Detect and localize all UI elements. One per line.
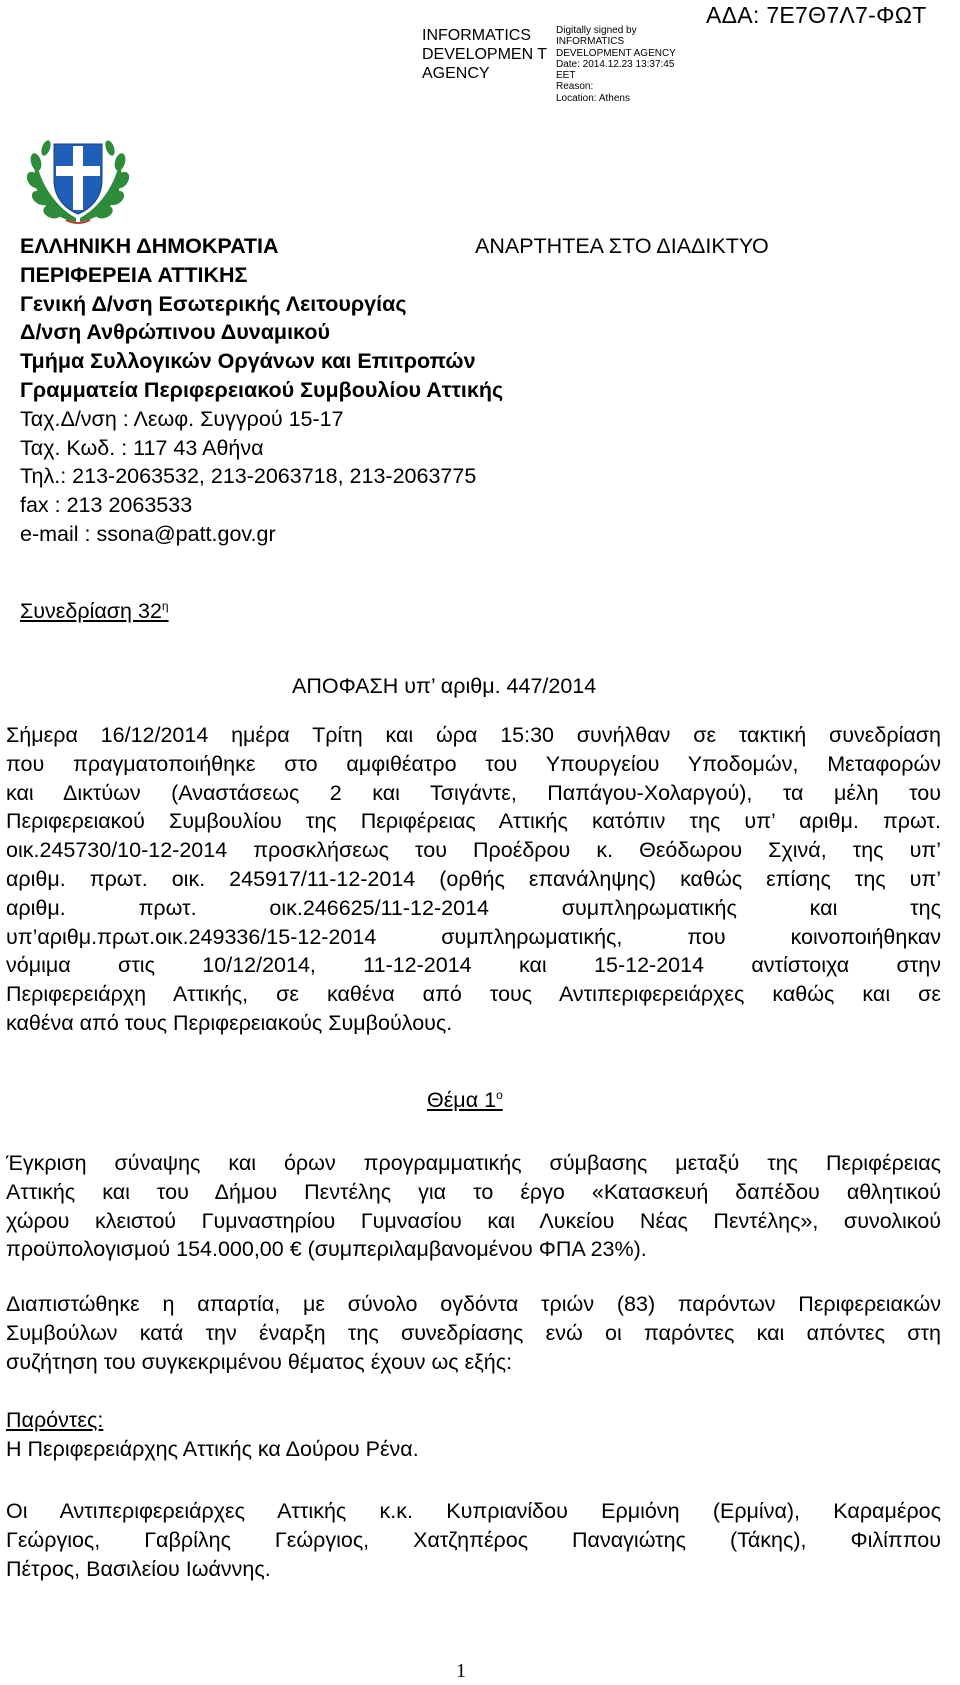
paragraph-line: συζήτηση του συγκεκριμένου θέματος έχουν ως εξής: xyxy=(6,1349,513,1374)
present-heading: Παρόντες: xyxy=(6,1408,104,1432)
header-line-department: Τμήμα Συλλογικών Οργάνων και Επιτροπών xyxy=(20,349,476,374)
header-email: e-mail : ssona@patt.gov.gr xyxy=(20,521,276,546)
session-superscript: η xyxy=(161,599,169,613)
paragraph-line: Γεώργιος, Γαβρίλης Γεώργιος, Χατζηπέρος Παναγιώτης (Τάκης), Φιλίππου xyxy=(6,1527,941,1552)
paragraph-line: οικ.245730/10-12-2014 προσκλήσεως του Προέδρου κ. Θεόδωρου Σχινά, της υπ’ xyxy=(6,838,941,863)
topic-superscript: ο xyxy=(496,1088,503,1102)
header-fax: fax : 213 2063533 xyxy=(20,493,193,518)
publish-notice: ΑΝΑΡΤΗΤΕΑ ΣΤΟ ΔΙΑΔΙΚΤΥΟ xyxy=(475,234,769,258)
topic-paragraph xyxy=(6,1149,941,1264)
paragraph-line: Αττικής και του Δήμου Πεντέλης για το έργο «Κατασκευή δαπέδου αθλητικού xyxy=(6,1179,941,1204)
paragraph-line: Πέτρος, Βασιλείου Ιωάννης. xyxy=(6,1556,271,1581)
header-line-region: ΠΕΡΙΦΕΡΕΙΑ ΑΤΤΙΚΗΣ xyxy=(20,262,248,287)
topic-text: Θέμα 1 xyxy=(427,1088,497,1113)
present-governor: Η Περιφερειάρχης Αττικής κα Δούρου Ρένα. xyxy=(6,1437,419,1461)
signature-organization: INFORMATICS DEVELOPMEN T AGENCY xyxy=(422,27,547,82)
intro-paragraph xyxy=(6,721,941,1038)
header-line-country: ΕΛΛΗΝΙΚΗ ΔΗΜΟΚΡΑΤΙΑ xyxy=(20,234,279,258)
authority-header xyxy=(20,232,503,549)
paragraph-line: νόμιμα στις 10/12/2014, 11-12-2014 και 15-12-2014 αντίστοιχα στην xyxy=(6,953,941,978)
topic-heading xyxy=(427,1088,503,1113)
paragraph-line: Περιφερειακού Συμβουλίου της Περιφέρειας Αττικής κατόπιν της υπ’ αριθμ. πρωτ. xyxy=(6,809,941,834)
signature-line: Date: 2014.12.23 13:37:45 xyxy=(556,58,675,70)
header-phone: Τηλ.: 213-2063532, 213-2063718, 213-2063775 xyxy=(20,464,477,489)
signature-line: EET xyxy=(556,70,576,82)
paragraph-line: προϋπολογισμού 154.000,00 € (συμπεριλαμβανομένου ΦΠΑ 23%). xyxy=(6,1237,647,1262)
signature-line: Location: Athens xyxy=(556,92,630,104)
ada-code: ΑΔΑ: 7Ε7Θ7Λ7-ΦΩΤ xyxy=(706,2,927,28)
session-number xyxy=(20,599,169,624)
session-text: Συνεδρίαση 32 xyxy=(20,599,162,624)
paragraph-line: Οι Αντιπεριφερειάρχες Αττικής κ.κ. Κυπριανίδου Ερμιόνη (Ερμίνα), Καραμέρος xyxy=(6,1499,941,1523)
paragraph-line: και Δικτύων (Αναστάσεως 2 και Τσιγάντε, Παπάγου-Χολαργού), τα μέλη του xyxy=(6,780,941,805)
signature-line: Digitally signed by xyxy=(556,25,637,36)
paragraph-line: Σήμερα 16/12/2014 ημέρα Τρίτη και ώρα 15:30 συνήλθαν σε τακτική συνεδρίαση xyxy=(6,723,941,747)
decision-title: ΑΠΟΦΑΣΗ υπ’ αριθμ. 447/2014 xyxy=(292,674,597,698)
quorum-paragraph xyxy=(6,1290,941,1376)
greek-coat-of-arms-icon xyxy=(26,130,130,228)
header-line-general-directorate: Γενική Δ/νση Εσωτερικής Λειτουργίας xyxy=(20,291,407,316)
signature-details xyxy=(556,25,696,104)
paragraph-line: Περιφερειάρχη Αττικής, σε καθένα από τους Αντιπεριφερειάρχες καθώς και σε xyxy=(6,982,941,1007)
paragraph-line: υπ’αριθμ.πρωτ.οικ.249336/15-12-2014 συμπληρωματικής, που κοινοποιήθηκαν xyxy=(6,924,941,949)
header-postal-code: Ταχ. Κωδ. : 117 43 Αθήνα xyxy=(20,435,264,460)
paragraph-line: αριθμ. πρωτ. οικ.246625/11-12-2014 συμπληρωματικής και της xyxy=(6,895,941,920)
paragraph-line: που πραγματοποιήθηκε στο αμφιθέατρο του Υπουργείου Υποδομών, Μεταφορών xyxy=(6,751,941,776)
paragraph-line: Έγκριση σύναψης και όρων προγραμματικής σύμβασης μεταξύ της Περιφέρειας xyxy=(6,1151,941,1175)
header-address: Ταχ.Δ/νση : Λεωφ. Συγγρού 15-17 xyxy=(20,406,344,431)
paragraph-line: καθένα από τους Περιφερειακούς Συμβούλους. xyxy=(6,1010,453,1035)
header-line-directorate: Δ/νση Ανθρώπινου Δυναμικού xyxy=(20,320,330,345)
paragraph-line: Συμβούλων κατά την έναρξη της συνεδρίασης ενώ οι παρόντες και απόντες στη xyxy=(6,1320,941,1345)
deputies-paragraph xyxy=(6,1497,941,1583)
paragraph-line: αριθμ. πρωτ. οικ. 245917/11-12-2014 (ορθής επανάληψης) καθώς επίσης της υπ’ xyxy=(6,866,941,891)
paragraph-line: χώρου κλειστού Γυμναστηρίου Γυμνασίου και Λυκείου Νέας Πεντέλης», συνολικού xyxy=(6,1208,941,1233)
page-number: 1 xyxy=(456,1660,466,1682)
paragraph-line: Διαπιστώθηκε η απαρτία, με σύνολο ογδόντα τριών (83) παρόντων Περιφερειακών xyxy=(6,1292,941,1316)
signature-line: INFORMATICS xyxy=(556,36,625,48)
signature-line: DEVELOPMENT AGENCY xyxy=(556,47,676,59)
signature-line: Reason: xyxy=(556,81,594,93)
header-line-secretariat: Γραμματεία Περιφερειακού Συμβουλίου Αττικής xyxy=(20,377,504,402)
